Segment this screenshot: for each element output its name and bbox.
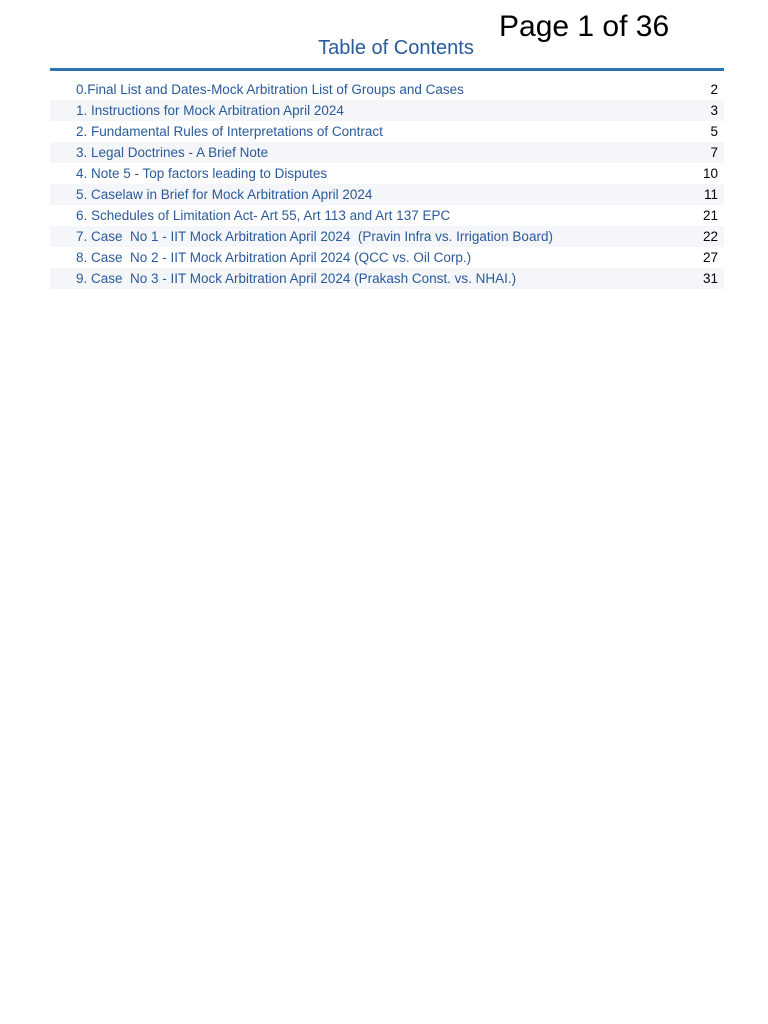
toc-entry-page-number: 2 [710, 82, 718, 97]
toc-entry-title: 4. Note 5 - Top factors leading to Disputes [76, 166, 328, 181]
toc-entry[interactable] [50, 205, 724, 226]
toc-entry[interactable] [50, 79, 724, 100]
toc-entry[interactable] [50, 247, 724, 268]
toc-entry[interactable] [50, 268, 724, 289]
page-indicator: Page 1 of 36 [499, 10, 670, 43]
toc-entry-page-number: 10 [702, 166, 718, 181]
toc-entry[interactable] [50, 121, 724, 142]
toc-entry[interactable] [50, 226, 724, 247]
toc-entry-page-number: 21 [702, 208, 718, 223]
toc-entry[interactable] [50, 184, 724, 205]
toc-entry-title: 3. Legal Doctrines - A Brief Note [76, 145, 269, 160]
toc-entry-title: 8. Case No 2 - IIT Mock Arbitration April 2024 (QCC vs. Oil Corp.) [76, 250, 472, 265]
toc-entry-title: 9. Case No 3 - IIT Mock Arbitration April 2024 (Prakash Const. vs. NHAI.) [76, 271, 517, 286]
toc-entry-title: 2. Fundamental Rules of Interpretations of Contract [76, 124, 383, 139]
toc-entry-page-number: 22 [702, 229, 718, 244]
toc-entry[interactable] [50, 163, 724, 184]
toc-entry-page-number: 3 [710, 103, 718, 118]
toc-divider [50, 68, 724, 71]
toc-entry-page-number: 5 [710, 124, 718, 139]
toc-entry[interactable] [50, 142, 724, 163]
toc-entry-title: 1. Instructions for Mock Arbitration April 2024 [76, 103, 344, 118]
toc-title: Table of Contents [318, 37, 474, 59]
toc-entry-page-number: 27 [702, 250, 718, 265]
toc-entry[interactable] [50, 100, 724, 121]
toc-list [50, 79, 724, 289]
toc-entry-title: 6. Schedules of Limitation Act- Art 55, Art 113 and Art 137 EPC [76, 208, 451, 223]
toc-entry-page-number: 11 [703, 187, 718, 202]
toc-entry-title: 5. Caselaw in Brief for Mock Arbitration April 2024 [76, 187, 373, 202]
toc-entry-title: 0.Final List and Dates-Mock Arbitration List of Groups and Cases [76, 82, 464, 97]
toc-entry-title: 7. Case No 1 - IIT Mock Arbitration April 2024 (Pravin Infra vs. Irrigation Board) [76, 229, 553, 244]
toc-entry-page-number: 7 [710, 145, 718, 160]
toc-entry-page-number: 31 [702, 271, 718, 286]
